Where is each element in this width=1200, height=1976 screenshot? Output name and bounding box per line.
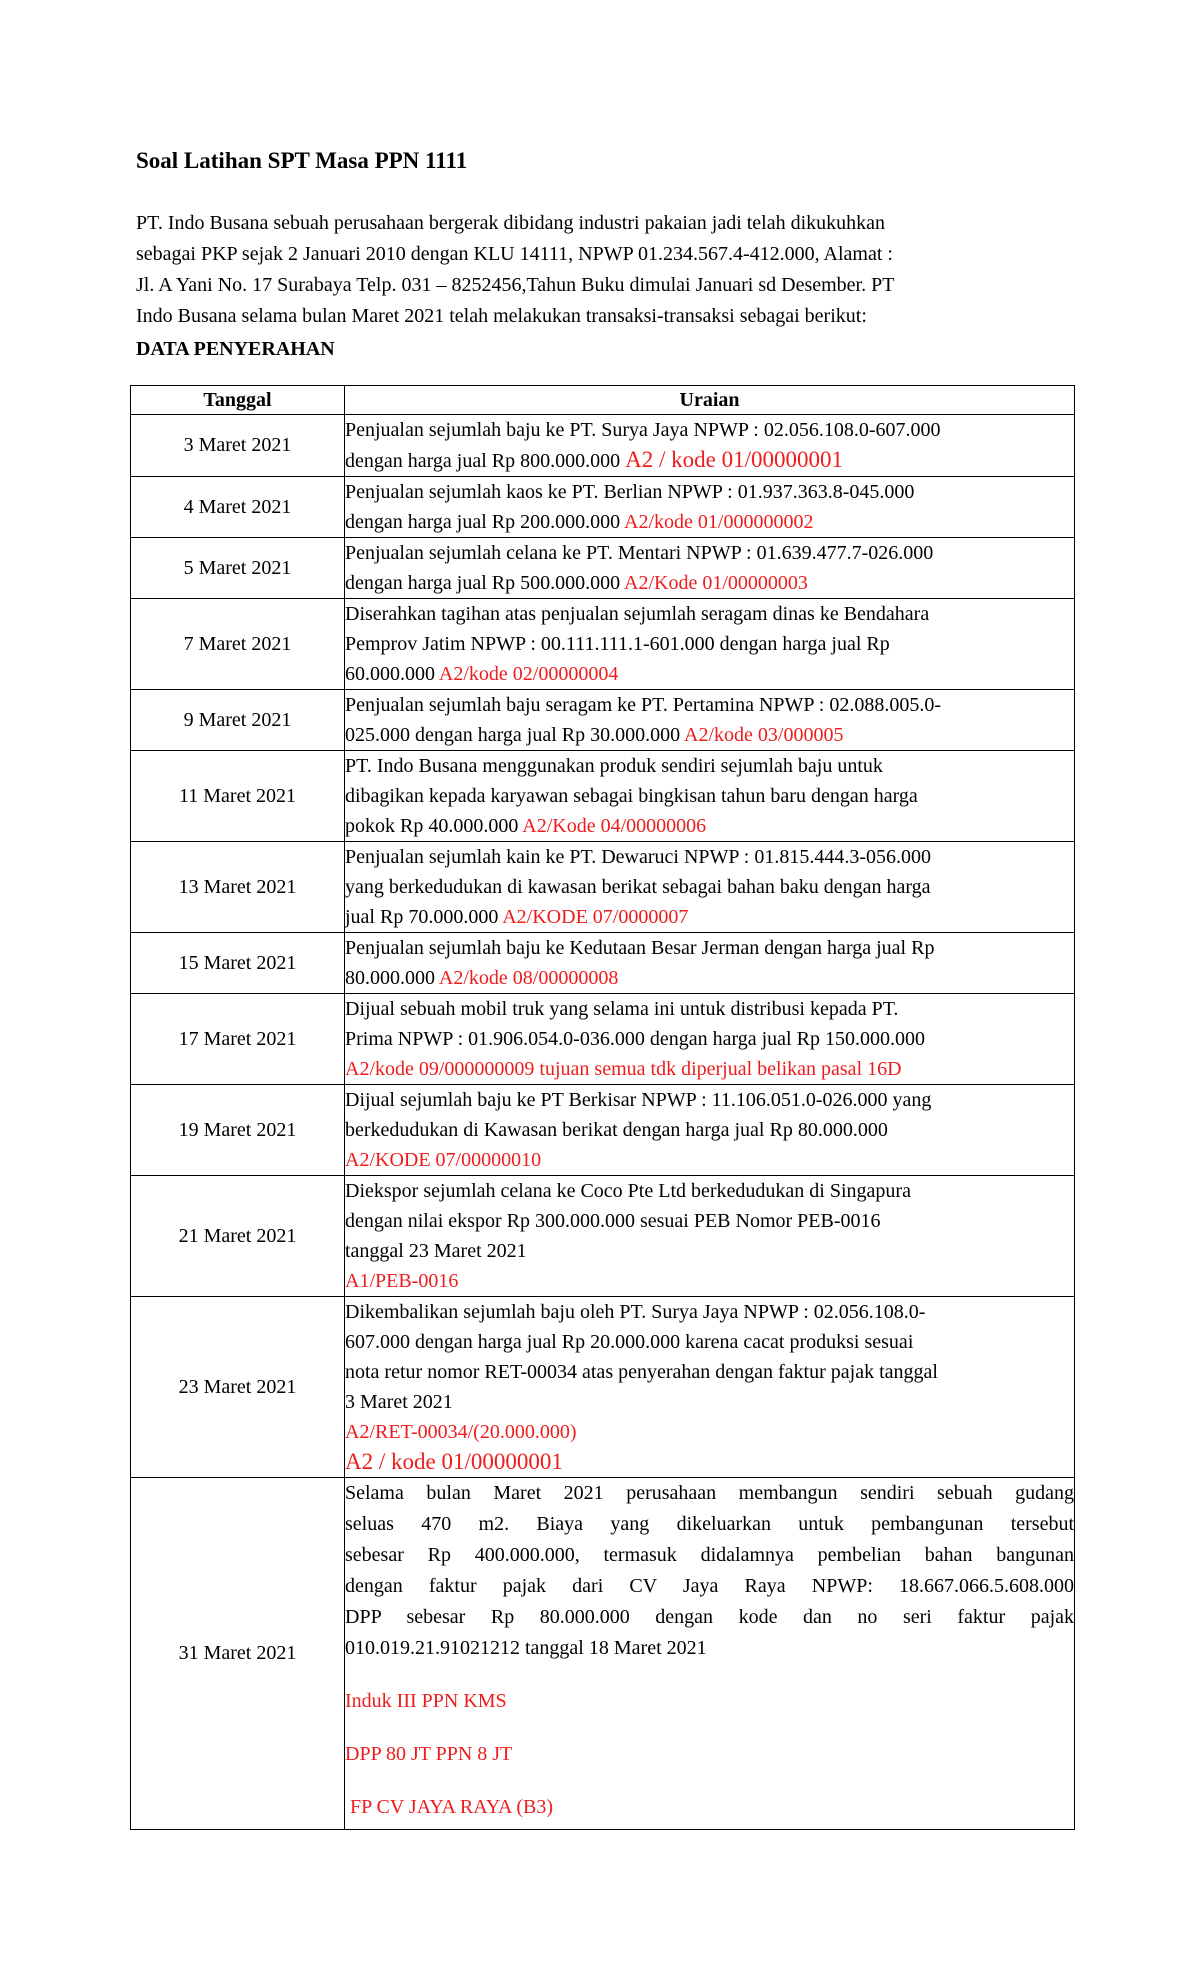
tax-code: A2/Kode 01/00000003 bbox=[624, 572, 808, 594]
row-description bbox=[345, 690, 1075, 751]
description-line: PT. Indo Busana menggunakan produk sendiri sejumlah baju untuk bbox=[345, 755, 883, 777]
table-row bbox=[131, 415, 1075, 477]
description-line: Prima NPWP : 01.906.054.0-036.000 dengan harga jual Rp 150.000.000 bbox=[345, 1028, 925, 1050]
description-line: tanggal 23 Maret 2021 bbox=[345, 1240, 527, 1262]
description-line: Pemprov Jatim NPWP : 00.111.111.1-601.000 dengan harga jual Rp bbox=[345, 633, 890, 655]
row-description bbox=[345, 1176, 1075, 1297]
table-row bbox=[131, 933, 1075, 994]
description-line: berkedudukan di Kawasan berikat dengan harga jual Rp 80.000.000 bbox=[345, 1119, 888, 1141]
description-line bbox=[345, 720, 1074, 750]
intro-line: sebagai PKP sejak 2 Januari 2010 dengan KLU 14111, NPWP 01.234.567.4-412.000, Alamat : bbox=[136, 243, 893, 265]
table-header-row bbox=[131, 386, 1075, 415]
row-date: 11 Maret 2021 bbox=[131, 751, 345, 842]
table-row bbox=[131, 1297, 1075, 1478]
description-line: Penjualan sejumlah kain ke PT. Dewaruci NPWP : 01.815.444.3-056.000 bbox=[345, 846, 932, 868]
row-description bbox=[345, 842, 1075, 933]
description-text: pokok Rp 40.000.000 bbox=[345, 815, 523, 837]
row-description bbox=[345, 751, 1075, 842]
tax-code: A2/RET-00034/(20.000.000) bbox=[345, 1421, 577, 1443]
row-date: 5 Maret 2021 bbox=[131, 538, 345, 599]
table-row bbox=[131, 599, 1075, 690]
table-row bbox=[131, 751, 1075, 842]
description-line: Selama bulan Maret 2021 perusahaan membangun sendiri sebuah gudang bbox=[345, 1482, 1074, 1504]
intro-line: PT. Indo Busana sebuah perusahaan bergerak dibidang industri pakaian jadi telah dikukuhkan bbox=[136, 212, 886, 234]
description-line: Dijual sejumlah baju ke PT Berkisar NPWP : 11.106.051.0-026.000 yang bbox=[345, 1089, 932, 1111]
description-line bbox=[345, 507, 1074, 537]
row-description bbox=[345, 599, 1075, 690]
description-text: dengan harga jual Rp 500.000.000 bbox=[345, 572, 625, 594]
description-line: Penjualan sejumlah baju ke PT. Surya Jaya NPWP : 02.056.108.0-607.000 bbox=[345, 419, 941, 441]
table-row bbox=[131, 842, 1075, 933]
description-line: nota retur nomor RET-00034 atas penyerahan dengan faktur pajak tanggal bbox=[345, 1361, 938, 1383]
tax-code: A2/kode 03/000005 bbox=[684, 724, 844, 746]
row-description bbox=[345, 1478, 1075, 1830]
tax-code: A2/kode 09/000000009 tujuan semua tdk diperjual belikan pasal 16D bbox=[345, 1058, 902, 1080]
table-row bbox=[131, 477, 1075, 538]
table-row bbox=[131, 1085, 1075, 1176]
row-description bbox=[345, 1085, 1075, 1176]
description-line: Diekspor sejumlah celana ke Coco Pte Ltd berkedudukan di Singapura bbox=[345, 1180, 911, 1202]
description-line bbox=[345, 659, 1074, 689]
description-line bbox=[345, 568, 1074, 598]
section-heading: DATA PENYERAHAN bbox=[136, 338, 335, 360]
row-date: 23 Maret 2021 bbox=[131, 1297, 345, 1478]
transactions-table bbox=[130, 385, 1075, 1830]
tax-code: A2/kode 02/00000004 bbox=[438, 663, 619, 685]
tax-code: A2/Kode 04/00000006 bbox=[522, 815, 707, 837]
note-line: Induk III PPN KMS bbox=[345, 1690, 507, 1712]
description-text: dengan harga jual Rp 800.000.000 bbox=[345, 450, 626, 472]
header-tanggal: Tanggal bbox=[131, 386, 345, 415]
table-row bbox=[131, 994, 1075, 1085]
tax-code: A2/KODE 07/0000007 bbox=[502, 906, 689, 928]
description-line: Diserahkan tagihan atas penjualan sejumlah seragam dinas ke Bendahara bbox=[345, 603, 930, 625]
row-description bbox=[345, 415, 1075, 477]
description-line: Dijual sebuah mobil truk yang selama ini untuk distribusi kepada PT. bbox=[345, 998, 899, 1020]
description-line: dibagikan kepada karyawan sebagai bingkisan tahun baru dengan harga bbox=[345, 785, 918, 807]
tax-code: A2/kode 01/000000002 bbox=[624, 511, 814, 533]
tax-code: A2 / kode 01/00000001 bbox=[625, 447, 843, 472]
header-uraian: Uraian bbox=[345, 386, 1075, 415]
tax-code: A1/PEB-0016 bbox=[345, 1270, 459, 1292]
table-row bbox=[131, 1176, 1075, 1297]
description-line bbox=[345, 811, 1074, 841]
table-row bbox=[131, 1478, 1075, 1830]
row-description bbox=[345, 1297, 1075, 1478]
row-description bbox=[345, 994, 1075, 1085]
description-line bbox=[345, 445, 1074, 476]
intro-line: Jl. A Yani No. 17 Surabaya Telp. 031 – 8252456,Tahun Buku dimulai Januari sd Desember. PT bbox=[136, 274, 895, 296]
description-line: dengan nilai ekspor Rp 300.000.000 sesuai PEB Nomor PEB-0016 bbox=[345, 1210, 881, 1232]
tax-code-secondary: A2 / kode 01/00000001 bbox=[345, 1449, 563, 1474]
description-line: Dikembalikan sejumlah baju oleh PT. Surya Jaya NPWP : 02.056.108.0- bbox=[345, 1301, 926, 1323]
row-description bbox=[345, 538, 1075, 599]
description-line: sebesar Rp 400.000.000, termasuk didalamnya pembelian bahan bangunan bbox=[345, 1544, 1074, 1566]
description-line bbox=[345, 963, 1074, 993]
description-line: 010.019.21.91021212 tanggal 18 Maret 2021 bbox=[345, 1637, 707, 1659]
description-line: yang berkedudukan di kawasan berikat sebagai bahan baku dengan harga bbox=[345, 876, 931, 898]
description-line: dengan faktur pajak dari CV Jaya Raya NPWP: 18.667.066.5.608.000 bbox=[345, 1575, 1074, 1597]
description-line: seluas 470 m2. Biaya yang dikeluarkan untuk pembangunan tersebut bbox=[345, 1513, 1074, 1535]
description-line: Penjualan sejumlah kaos ke PT. Berlian NPWP : 01.937.363.8-045.000 bbox=[345, 481, 915, 503]
description-line: Penjualan sejumlah baju seragam ke PT. Pertamina NPWP : 02.088.005.0- bbox=[345, 694, 941, 716]
description-text: dengan harga jual Rp 200.000.000 bbox=[345, 511, 625, 533]
description-line: DPP sebesar Rp 80.000.000 dengan kode dan no seri faktur pajak bbox=[345, 1606, 1074, 1628]
description-line bbox=[345, 902, 1074, 932]
description-line: Penjualan sejumlah celana ke PT. Mentari NPWP : 01.639.477.7-026.000 bbox=[345, 542, 934, 564]
intro-paragraph bbox=[136, 208, 1056, 332]
row-date: 3 Maret 2021 bbox=[131, 415, 345, 477]
intro-line: Indo Busana selama bulan Maret 2021 telah melakukan transaksi-transaksi sebagai berikut: bbox=[136, 305, 867, 327]
tax-code: A2/KODE 07/00000010 bbox=[345, 1149, 542, 1171]
description-text: 60.000.000 bbox=[345, 663, 439, 685]
row-date: 7 Maret 2021 bbox=[131, 599, 345, 690]
table-row bbox=[131, 690, 1075, 751]
row-date: 15 Maret 2021 bbox=[131, 933, 345, 994]
note-line: FP CV JAYA RAYA (B3) bbox=[345, 1796, 554, 1818]
row-date: 4 Maret 2021 bbox=[131, 477, 345, 538]
description-text: 025.000 dengan harga jual Rp 30.000.000 bbox=[345, 724, 685, 746]
description-text: jual Rp 70.000.000 bbox=[345, 906, 503, 928]
description-line: 3 Maret 2021 bbox=[345, 1391, 453, 1413]
document-title: Soal Latihan SPT Masa PPN 1111 bbox=[136, 148, 468, 173]
description-line: Penjualan sejumlah baju ke Kedutaan Besar Jerman dengan harga jual Rp bbox=[345, 937, 935, 959]
row-date: 19 Maret 2021 bbox=[131, 1085, 345, 1176]
description-text: 80.000.000 bbox=[345, 967, 439, 989]
row-description bbox=[345, 933, 1075, 994]
row-date: 17 Maret 2021 bbox=[131, 994, 345, 1085]
row-date: 13 Maret 2021 bbox=[131, 842, 345, 933]
tax-code: A2/kode 08/00000008 bbox=[438, 967, 619, 989]
row-description bbox=[345, 477, 1075, 538]
note-line: DPP 80 JT PPN 8 JT bbox=[345, 1743, 513, 1765]
row-date: 9 Maret 2021 bbox=[131, 690, 345, 751]
row-date: 21 Maret 2021 bbox=[131, 1176, 345, 1297]
row-date: 31 Maret 2021 bbox=[131, 1478, 345, 1830]
description-line: 607.000 dengan harga jual Rp 20.000.000 karena cacat produksi sesuai bbox=[345, 1331, 914, 1353]
table-row bbox=[131, 538, 1075, 599]
